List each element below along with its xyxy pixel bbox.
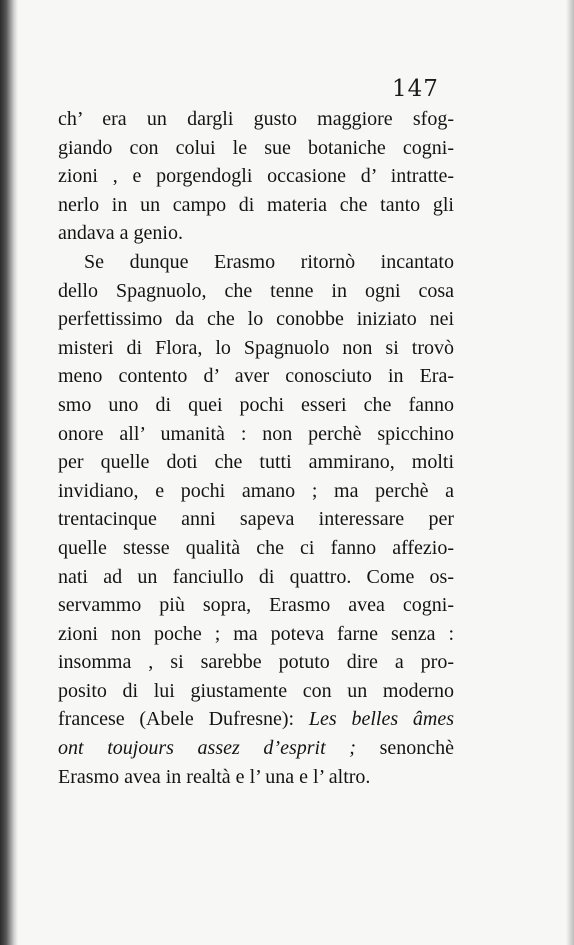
text-line [58, 734, 454, 763]
page-number: 147 [392, 76, 439, 102]
text-line: ch’ era un dargli gusto maggiore sfog- [58, 108, 454, 130]
page-edge-shadow [566, 0, 574, 945]
text-line: zioni , e porgendogli occasione d’ intratte- [58, 165, 454, 188]
text-line: misteri di Flora, lo Spagnuolo non si trovò [58, 336, 454, 359]
text-line: zioni non poche ; ma poteva farne senza : [58, 622, 454, 645]
text-line: nati ad un fanciullo di quattro. Come os- [58, 565, 454, 588]
text-line: smo uno di quei pochi esseri che fanno [58, 393, 454, 416]
text-line: trentacinque anni sapeva interessare per [58, 508, 454, 531]
text-line: nerlo in un campo di materia che tanto gli [58, 193, 454, 216]
text-line: Erasmo avea in realtà e l’ una e l’ altro. [58, 765, 371, 788]
text-line: andava a genio. [58, 222, 183, 245]
body-text [58, 105, 454, 791]
text-line: invidiano, e pochi amano ; ma perchè a [58, 479, 454, 502]
text-line: posito di lui giustamente con un moderno [58, 679, 454, 702]
italic-quote: Les belles âmes [308, 708, 454, 731]
text-line: giando con colui le sue botaniche cogni- [58, 136, 454, 159]
text-line: dello Spagnuolo, che tenne in ogni cosa [58, 279, 454, 302]
text-line: perfettissimo da che lo conobbe iniziato nei [58, 308, 454, 331]
text-line [58, 705, 454, 734]
text-line: insomma , si sarebbe potuto dire a pro- [58, 651, 454, 674]
text-line: per quelle doti che tutti ammirano, molti [58, 451, 454, 474]
italic-quote: ont toujours assez d’esprit ; [58, 737, 356, 760]
text-line: meno contento d’ aver conosciuto in Era- [58, 365, 454, 388]
text-run: francese (Abele Dufresne): [58, 708, 295, 731]
book-spine-shadow [0, 0, 18, 945]
text-line: Se dunque Erasmo ritornò incantato [84, 250, 454, 273]
text-line: servammo più sopra, Erasmo avea cogni- [58, 594, 454, 617]
text-line: onore all’ umanità : non perchè spicchino [58, 422, 454, 445]
text-line: quelle stesse qualità che ci fanno affezio- [58, 536, 454, 559]
text-run: senonchè [379, 737, 455, 760]
